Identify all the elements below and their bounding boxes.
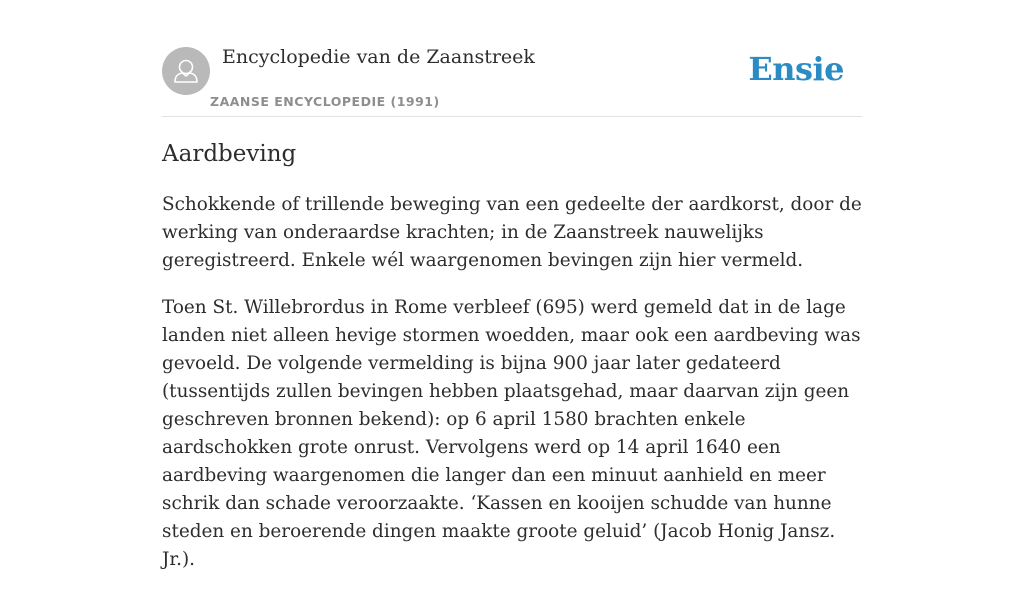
source-title[interactable]: Encyclopedie van de Zaanstreek xyxy=(222,46,535,68)
source-header xyxy=(162,44,862,117)
source-subtitle: ZAANSE ENCYCLOPEDIE (1991) xyxy=(210,94,440,109)
brand-logo[interactable]: Ensie xyxy=(748,50,844,88)
article-title: Aardbeving xyxy=(162,141,297,167)
user-icon xyxy=(162,47,210,95)
avatar[interactable] xyxy=(162,47,210,95)
article-paragraph-1: Schokkende of trillende beweging van een gedeelte der aardkorst, door de werking van onderaardse krachten; in de Zaanstreek nauwelijks geregistreerd. Enkele wél waargenomen bevingen zijn hier vermeld. xyxy=(162,194,862,271)
article xyxy=(162,138,868,593)
article-paragraph-2: Toen St. Willebrordus in Rome verbleef (695) werd gemeld dat in de lage landen niet alleen hevige stormen woedden, maar ook een aardbeving was gevoeld. De volgende vermelding is bijna 900 jaar later gedateerd (tussentijds zullen bevingen hebben plaatsgehad, maar daarvan zijn geen geschreven bronnen bekend): op 6 april 1580 brachten enkele aardschokken grote onrust. Vervolgens werd op 14 april 1640 een aardbeving waargenomen die langer dan een minuut aanhield en meer schrik dan schade veroorzaakte. ‘Kassen en kooijen schudde van hunne steden en beroerende dingen maakte groote geluid’ (Jacob Honig Jansz. Jr.). xyxy=(162,297,861,570)
